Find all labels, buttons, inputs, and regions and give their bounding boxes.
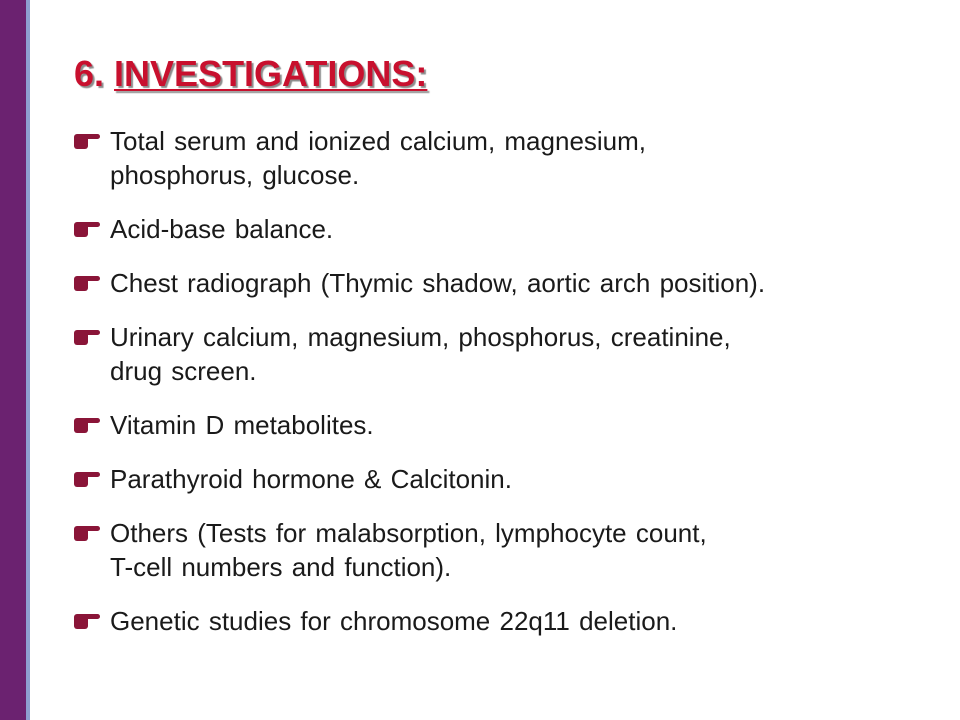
bullet-item [74, 124, 934, 192]
bullet-line: Vitamin D metabolites. [110, 410, 374, 440]
pointing-hand-icon [74, 614, 100, 629]
bullet-item [74, 516, 934, 584]
pointing-hand-icon [74, 418, 100, 433]
slide-title [74, 54, 427, 94]
title-number: 6. [74, 53, 115, 94]
bullet-text [110, 462, 934, 496]
pointing-hand-icon [74, 222, 100, 237]
bullet-line: Acid-base balance. [110, 214, 334, 244]
pointing-hand-icon [74, 472, 100, 487]
bullet-line: Total serum and ionized calcium, magnesium, [110, 126, 647, 156]
bullet-text [110, 212, 934, 246]
bullet-text [110, 266, 934, 300]
bullet-item [74, 408, 934, 442]
bullet-line: phosphorus, glucose. [110, 160, 360, 190]
bullet-item [74, 462, 934, 496]
pointing-hand-icon [74, 134, 100, 149]
bullet-text [110, 516, 934, 584]
pointing-hand-icon [74, 330, 100, 345]
bullet-text [110, 408, 934, 442]
bullet-line: Others (Tests for malabsorption, lymphocyte count, [110, 518, 707, 548]
bullet-item [74, 604, 934, 638]
bullet-list [74, 124, 934, 658]
bullet-item [74, 320, 934, 388]
bullet-line: Parathyroid hormone & Calcitonin. [110, 464, 512, 494]
bullet-text [110, 124, 934, 192]
slide-sidebar-line [26, 0, 30, 720]
bullet-line: drug screen. [110, 356, 257, 386]
bullet-text [110, 604, 934, 638]
pointing-hand-icon [74, 526, 100, 541]
pointing-hand-icon [74, 276, 100, 291]
bullet-line: Genetic studies for chromosome 22q11 deletion. [110, 606, 678, 636]
bullet-line: Chest radiograph (Thymic shadow, aortic arch position). [110, 268, 766, 298]
bullet-item [74, 266, 934, 300]
slide-sidebar [0, 0, 26, 720]
bullet-item [74, 212, 934, 246]
title-text: INVESTIGATIONS: [114, 53, 428, 94]
bullet-line: T-cell numbers and function). [110, 552, 452, 582]
bullet-text [110, 320, 934, 388]
bullet-line: Urinary calcium, magnesium, phosphorus, creatinine, [110, 322, 731, 352]
